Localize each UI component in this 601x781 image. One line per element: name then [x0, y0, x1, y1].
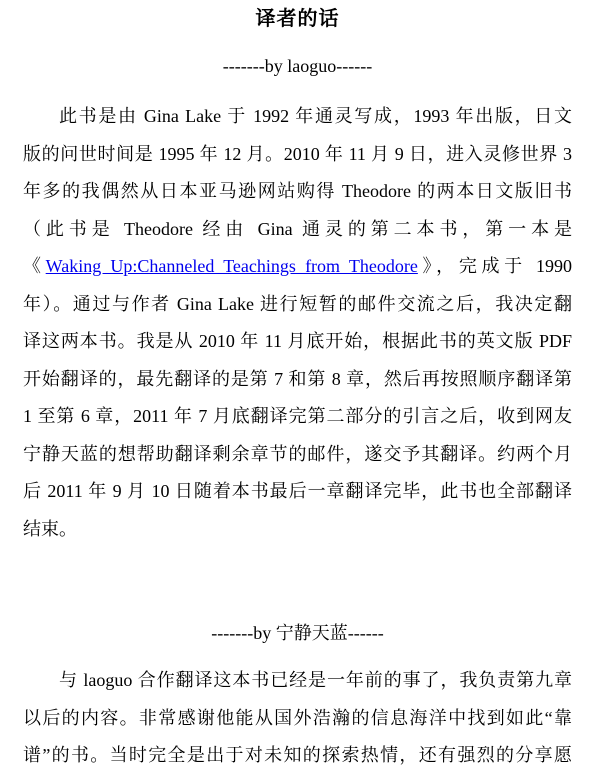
paragraph-line: [23, 286, 572, 324]
text-segment: 后 2011 年 9 月 10 日随着本书最后一章翻译完毕，此书也全部翻译: [23, 481, 572, 501]
text-segment: 《: [23, 256, 46, 276]
text-segment: 译这两本书。我是从 2010 年 11 月底开始，根据此书的英文版 PDF: [23, 331, 572, 351]
text-segment: 开始翻译的，最先翻译的是第 7 和第 8 章，然后再按照顺序翻译第: [23, 368, 572, 389]
paragraph-line: [23, 737, 572, 775]
paragraph-line: [23, 323, 572, 361]
paragraph-line: [23, 248, 572, 286]
byline-ningjingtianlan: -------by 宁静天蓝------: [211, 623, 384, 643]
paragraph-line: [23, 511, 572, 549]
text-segment: 以后的内容。非常感谢他能从国外浩瀚的信息海洋中找到如此“靠: [23, 707, 572, 728]
text-segment: 年）。通过与作者 Gina Lake 进行短暂的邮件交流之后，我决定翻: [23, 293, 572, 314]
text-segment: 此书是由 Gina Lake 于 1992 年通灵写成，1993 年出版，日文: [59, 106, 572, 126]
text-segment: 年多的我偶然从日本亚马逊网站购得 Theodore 的两本日文版旧书: [23, 181, 572, 201]
paragraph-line: [23, 473, 572, 511]
text-segment: 与 laoguo 合作翻译这本书已经是一年前的事了，我负责第九章: [59, 670, 572, 690]
paragraph-line: [23, 173, 572, 211]
paragraph-line: [23, 211, 572, 249]
book-title-link[interactable]: Waking Up:Channeled Teachings from Theodore: [45, 256, 418, 276]
paragraph-line: [23, 136, 572, 174]
paragraph-line: [23, 662, 572, 700]
paragraph-line: [23, 398, 572, 436]
paragraph-line: [23, 98, 572, 136]
text-segment: 版的问世时间是 1995 年 12 月。2010 年 11 月 9 日，进入灵修世界 3: [23, 143, 572, 164]
text-segment: 》，完成于 1990: [417, 256, 572, 276]
text-segment: （此书是 Theodore 经由 Gina 通灵的第二本书，第一本是: [23, 218, 572, 239]
paragraph-ningjingtianlan: [23, 662, 572, 775]
text-segment: 1 至第 6 章，2011 年 7 月底翻译完第二部分的引言之后，收到网友: [23, 406, 572, 426]
text-segment: 谱”的书。当时完全是出于对未知的探索热情，还有强烈的分享愿: [23, 745, 572, 765]
text-segment: 宁静天蓝的想帮助翻译剩余章节的邮件，遂交予其翻译。约两个月: [23, 443, 572, 464]
byline-laoguo: -------by laoguo------: [222, 56, 373, 76]
paragraph-line: [23, 361, 572, 399]
paragraph-line: [23, 436, 572, 474]
page-title: 译者的话: [255, 8, 340, 30]
paragraph-laoguo: [23, 98, 572, 548]
paragraph-line: [23, 700, 572, 738]
text-segment: 结束。: [23, 518, 77, 539]
